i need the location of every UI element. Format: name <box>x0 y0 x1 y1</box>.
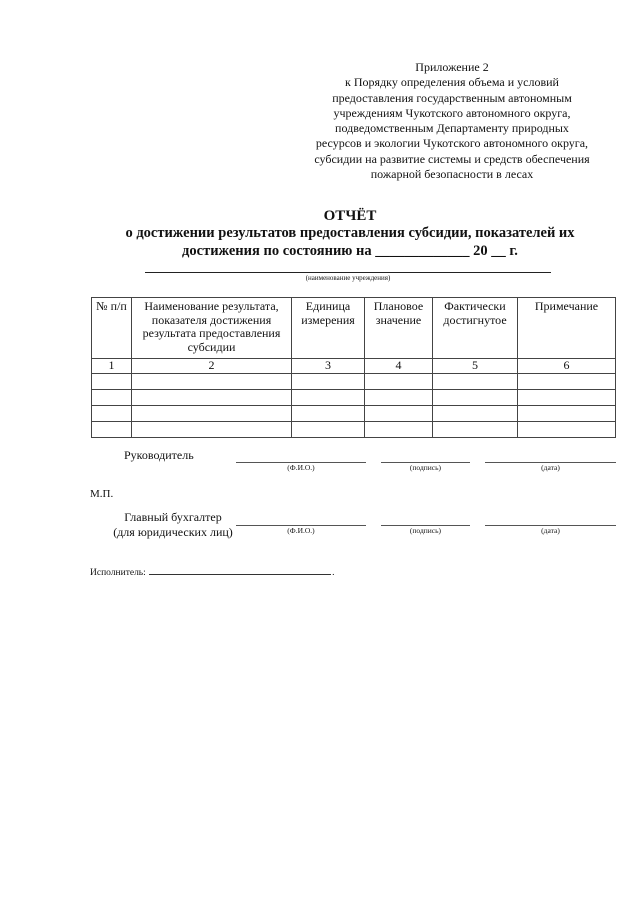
head-fio-caption: (Ф.И.О.) <box>287 463 315 472</box>
table-cell[interactable] <box>292 422 365 438</box>
report-subtitle-2: достижения по состоянию на _____________ 20 __ г. <box>182 243 518 259</box>
table-cell[interactable] <box>433 390 518 406</box>
executor-row <box>90 565 335 578</box>
table-cell[interactable] <box>132 422 292 438</box>
table-cell[interactable] <box>518 406 616 422</box>
table-cell[interactable] <box>433 406 518 422</box>
organization-caption: (наименование учреждения) <box>305 274 391 282</box>
table-row <box>92 406 616 422</box>
table-cell[interactable] <box>518 374 616 390</box>
accountant-label <box>100 510 246 540</box>
appendix-line: учреждениям Чукотского автономного округа, <box>333 105 571 120</box>
report-table <box>91 297 616 438</box>
column-number: 6 <box>518 359 616 374</box>
column-header-planned: Плановое значение <box>365 298 433 359</box>
table-cell[interactable] <box>292 374 365 390</box>
table-cell[interactable] <box>365 390 433 406</box>
column-header-unit: Единица измерения <box>292 298 365 359</box>
table-cell[interactable] <box>518 422 616 438</box>
accountant-label-line-1: Главный бухгалтер <box>124 510 222 524</box>
appendix-line: пожарной безопасности в лесах <box>370 167 534 182</box>
column-number: 2 <box>132 359 292 374</box>
table-cell[interactable] <box>92 374 132 390</box>
table-cell[interactable] <box>92 390 132 406</box>
table-cell[interactable] <box>365 422 433 438</box>
appendix-line: Приложение 2 <box>415 60 489 74</box>
table-cell[interactable] <box>132 374 292 390</box>
appendix-line: к Порядку определения объема и условий <box>345 75 559 90</box>
table-header-row <box>92 298 616 359</box>
head-date-caption: (дата) <box>541 463 560 472</box>
table-row <box>92 390 616 406</box>
table-row <box>92 422 616 438</box>
head-label: Руководитель <box>124 448 194 462</box>
table-cell[interactable] <box>292 406 365 422</box>
appendix-header <box>282 60 622 182</box>
column-header-actual: Фактически достигнутое <box>433 298 518 359</box>
table-cell[interactable] <box>292 390 365 406</box>
accountant-fio-caption: (Ф.И.О.) <box>287 526 315 535</box>
executor-end: . <box>332 568 335 578</box>
accountant-label-line-2: (для юридических лиц) <box>113 525 233 539</box>
accountant-signature-caption: (подпись) <box>409 526 442 535</box>
report-subtitle-1: о достижении результатов предоставления субсидии, показателей их <box>125 225 575 241</box>
table-cell[interactable] <box>365 406 433 422</box>
table-column-numbers-row <box>92 359 616 374</box>
appendix-line: субсидии на развитие системы и средств обеспечения <box>314 151 590 166</box>
head-signature-caption: (подпись) <box>409 463 442 472</box>
column-header-result-name: Наименование результата, показателя достижения результата предоставления субсидии <box>132 298 292 359</box>
table-cell[interactable] <box>132 406 292 422</box>
column-header-number: № п/п <box>92 298 132 359</box>
table-cell[interactable] <box>92 422 132 438</box>
appendix-line: предоставления государственным автономным <box>332 90 572 105</box>
table-cell[interactable] <box>132 390 292 406</box>
table-cell[interactable] <box>365 374 433 390</box>
organization-name-line[interactable] <box>145 272 551 273</box>
table-cell[interactable] <box>433 374 518 390</box>
column-number: 1 <box>92 359 132 374</box>
table-cell[interactable] <box>433 422 518 438</box>
appendix-line: подведомственным Департаменту природных <box>335 121 569 136</box>
column-number: 5 <box>433 359 518 374</box>
accountant-date-caption: (дата) <box>541 526 560 535</box>
column-number: 4 <box>365 359 433 374</box>
appendix-line: ресурсов и экологии Чукотского автономного округа, <box>315 136 589 151</box>
column-number: 3 <box>292 359 365 374</box>
report-title: ОТЧЁТ <box>323 208 377 224</box>
executor-line[interactable] <box>149 565 331 575</box>
table-cell[interactable] <box>92 406 132 422</box>
executor-label: Исполнитель: <box>90 568 146 578</box>
column-header-note: Примечание <box>518 298 616 359</box>
table-cell[interactable] <box>518 390 616 406</box>
stamp-place: М.П. <box>90 488 114 500</box>
table-row <box>92 374 616 390</box>
